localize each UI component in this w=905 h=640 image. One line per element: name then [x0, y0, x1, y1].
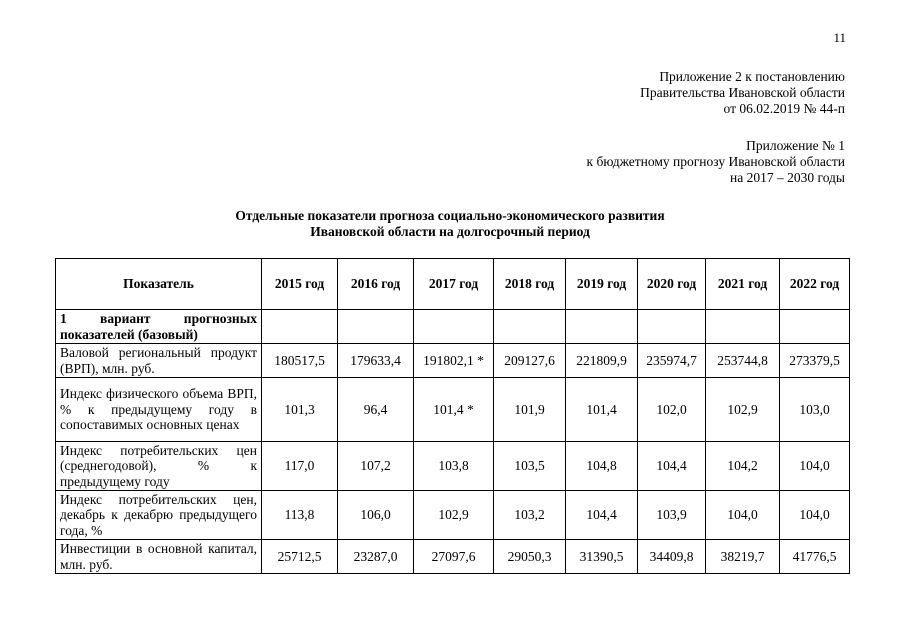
table-cell: 180517,5: [262, 344, 338, 378]
annex-line: Приложение № 1: [746, 138, 845, 153]
table-cell: 25712,5: [262, 540, 338, 574]
table-cell: 29050,3: [494, 540, 566, 574]
table-cell: 179633,4: [338, 344, 414, 378]
annex-line: от 06.02.2019 № 44-п: [723, 101, 845, 116]
indicators-table: [55, 258, 850, 574]
column-header: Показатель: [56, 259, 262, 310]
row-label: Индекс потребительских цен (среднегодовой), % к предыдущему году: [56, 442, 262, 491]
table-cell: 102,9: [706, 378, 780, 442]
table-cell: 101,9: [494, 378, 566, 442]
table-cell: 31390,5: [566, 540, 638, 574]
table-cell: 106,0: [338, 491, 414, 540]
table-cell: 104,0: [780, 442, 850, 491]
table-cell: 235974,7: [638, 344, 706, 378]
table-cell: 107,2: [338, 442, 414, 491]
table-cell: [414, 310, 494, 344]
table-cell: 101,4: [566, 378, 638, 442]
row-label: Индекс потребительских цен, декабрь к декабрю предыдущего года, %: [56, 491, 262, 540]
table-cell: 103,0: [780, 378, 850, 442]
table-header-row: [56, 259, 850, 310]
column-header: 2018 год: [494, 259, 566, 310]
table-cell: 27097,6: [414, 540, 494, 574]
annex-line: к бюджетному прогнозу Ивановской области: [586, 154, 845, 169]
table-row: [56, 344, 850, 378]
annex-block: [640, 69, 845, 117]
table-cell: 209127,6: [494, 344, 566, 378]
table-cell: [638, 310, 706, 344]
column-header: 2021 год: [706, 259, 780, 310]
row-label: Валовой региональный продукт (ВРП), млн. руб.: [56, 344, 262, 378]
annex-line: Приложение 2 к постановлению: [659, 69, 845, 84]
table-cell: [494, 310, 566, 344]
table-cell: 103,8: [414, 442, 494, 491]
table-cell: 103,2: [494, 491, 566, 540]
table-cell: 253744,8: [706, 344, 780, 378]
section-label: 1 вариант прогнозных показателей (базовый): [56, 310, 262, 344]
table-cell: [706, 310, 780, 344]
annex-line: на 2017 – 2030 годы: [730, 170, 845, 185]
annex-line: Правительства Ивановской области: [640, 85, 845, 100]
table-cell: [262, 310, 338, 344]
table-cell: 104,2: [706, 442, 780, 491]
column-header: 2016 год: [338, 259, 414, 310]
table-cell: 104,0: [706, 491, 780, 540]
annex-original-block: [587, 138, 845, 186]
table-cell: 113,8: [262, 491, 338, 540]
table-cell: 102,9: [414, 491, 494, 540]
table-cell: 23287,0: [338, 540, 414, 574]
page-number: 11: [833, 30, 846, 45]
table-cell: 117,0: [262, 442, 338, 491]
row-label: Инвестиции в основной капитал, млн. руб.: [56, 540, 262, 574]
table-row: [56, 378, 850, 442]
column-header: 2017 год: [414, 259, 494, 310]
table-cell: 102,0: [638, 378, 706, 442]
title-line: Ивановской области на долгосрочный период: [310, 224, 590, 239]
table-cell: 101,3: [262, 378, 338, 442]
column-header: 2020 год: [638, 259, 706, 310]
table-cell: [338, 310, 414, 344]
column-header: 2015 год: [262, 259, 338, 310]
table-cell: 104,0: [780, 491, 850, 540]
table-row: [56, 442, 850, 491]
table-cell: 104,8: [566, 442, 638, 491]
table-cell: 103,9: [638, 491, 706, 540]
column-header: 2022 год: [780, 259, 850, 310]
table-cell: 101,4 *: [414, 378, 494, 442]
table-cell: 191802,1 *: [414, 344, 494, 378]
document-title: [40, 208, 860, 240]
table-cell: 104,4: [638, 442, 706, 491]
table-row: [56, 491, 850, 540]
section-row: [56, 310, 850, 344]
table-cell: 273379,5: [780, 344, 850, 378]
table-cell: 38219,7: [706, 540, 780, 574]
row-label: Индекс физического объема ВРП, % к предыдущему году в сопоставимых основных ценах: [56, 378, 262, 442]
table-cell: [566, 310, 638, 344]
title-line: Отдельные показатели прогноза социально-экономического развития: [235, 208, 665, 223]
table-cell: 41776,5: [780, 540, 850, 574]
table-cell: 96,4: [338, 378, 414, 442]
table-cell: [780, 310, 850, 344]
table-cell: 34409,8: [638, 540, 706, 574]
table-cell: 104,4: [566, 491, 638, 540]
table-cell: 221809,9: [566, 344, 638, 378]
table-row: [56, 540, 850, 574]
column-header: 2019 год: [566, 259, 638, 310]
table-cell: 103,5: [494, 442, 566, 491]
